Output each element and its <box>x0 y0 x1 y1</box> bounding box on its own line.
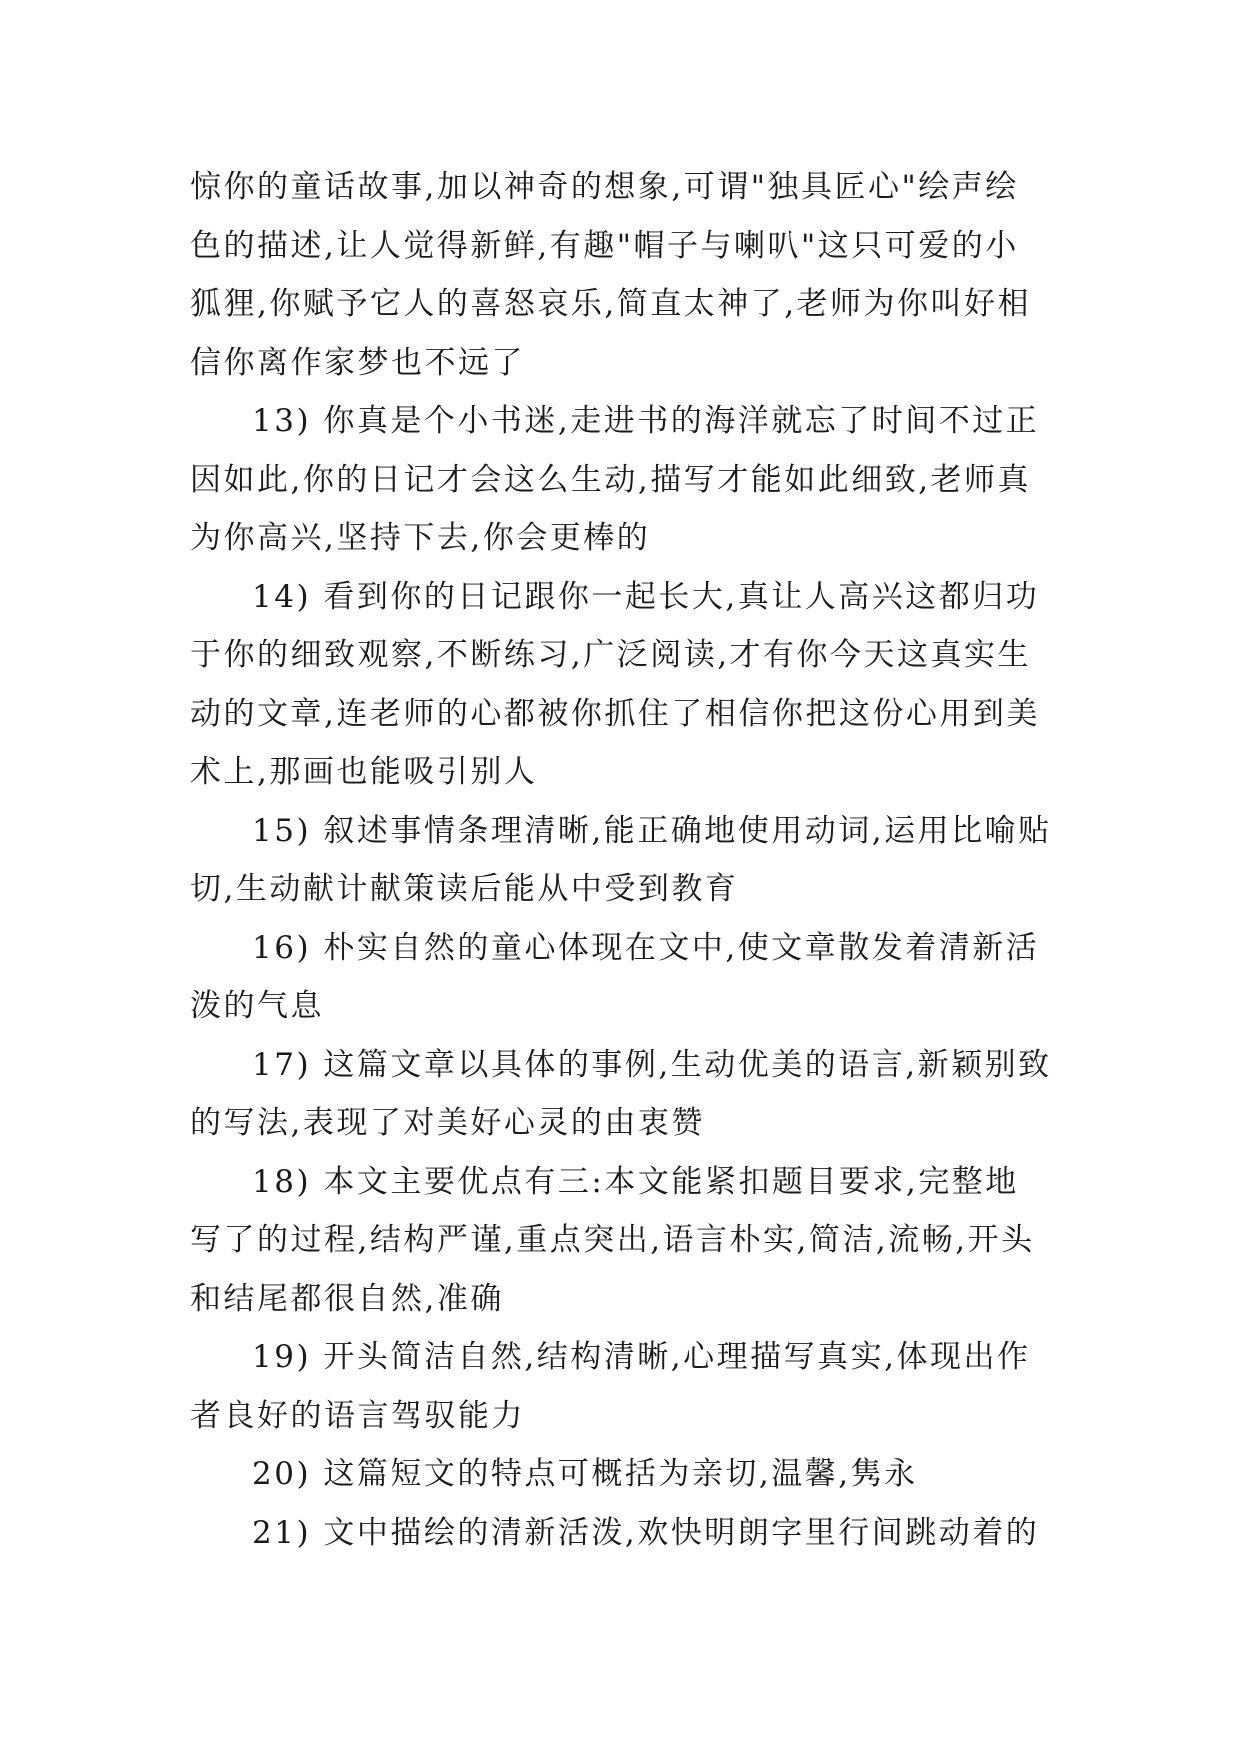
paragraph-item-17: 17) 这篇文章以具体的事例,生动优美的语言,新颖别致的写法,表现了对美好心灵的由衷赞 <box>190 1046 1052 1141</box>
paragraph-item-21: 21) 文中描绘的清新活泼,欢快明朗字里行间跳动着的 <box>252 1514 1040 1551</box>
paragraph-item-15: 15) 叙述事情条理清晰,能正确地使用动词,运用比喻贴切,生动献计献策读后能从中受到教育 <box>190 812 1052 907</box>
paragraph-item-16: 16) 朴实自然的童心体现在文中,使文章散发着清新活泼的气息 <box>190 929 1040 1024</box>
paragraph-continuation: 惊你的童话故事,加以神奇的想象,可谓"独具匠心"绘声绘色的描述,让人觉得新鲜,有趣"帽子与喇叭"这只可爱的小狐狸,你赋予它人的喜怒哀乐,简直太神了,老师为你叫好相信你离作家梦也不远了 <box>190 169 1032 381</box>
paragraph-item-13: 13) 你真是个小书迷,走进书的海洋就忘了时间不过正因如此,你的日记才会这么生动,描写才能如此细致,老师真为你高兴,坚持下去,你会更棒的 <box>190 403 1040 556</box>
paragraph-item-18: 18) 本文主要优点有三:本文能紧扣题目要求,完整地写了的过程,结构严谨,重点突出,语言朴实,简洁,流畅,开头和结尾都很自然,准确 <box>190 1163 1035 1317</box>
paragraph-item-14: 14) 看到你的日记跟你一起长大,真让人高兴这都归功于你的细致观察,不断练习,广泛阅读,才有你今天这真实生动的文章,连老师的心都被你抓住了相信你把这份心用到美术上,那画也能吸引别人 <box>190 578 1040 790</box>
paragraph-item-20: 20) 这篇短文的特点可概括为亲切,温馨,隽永 <box>252 1456 918 1492</box>
paragraph-item-19: 19) 开头简洁自然,结构清晰,心理描写真实,体现出作者良好的语言驾驭能力 <box>190 1339 1031 1434</box>
body-text <box>190 158 1052 1562</box>
